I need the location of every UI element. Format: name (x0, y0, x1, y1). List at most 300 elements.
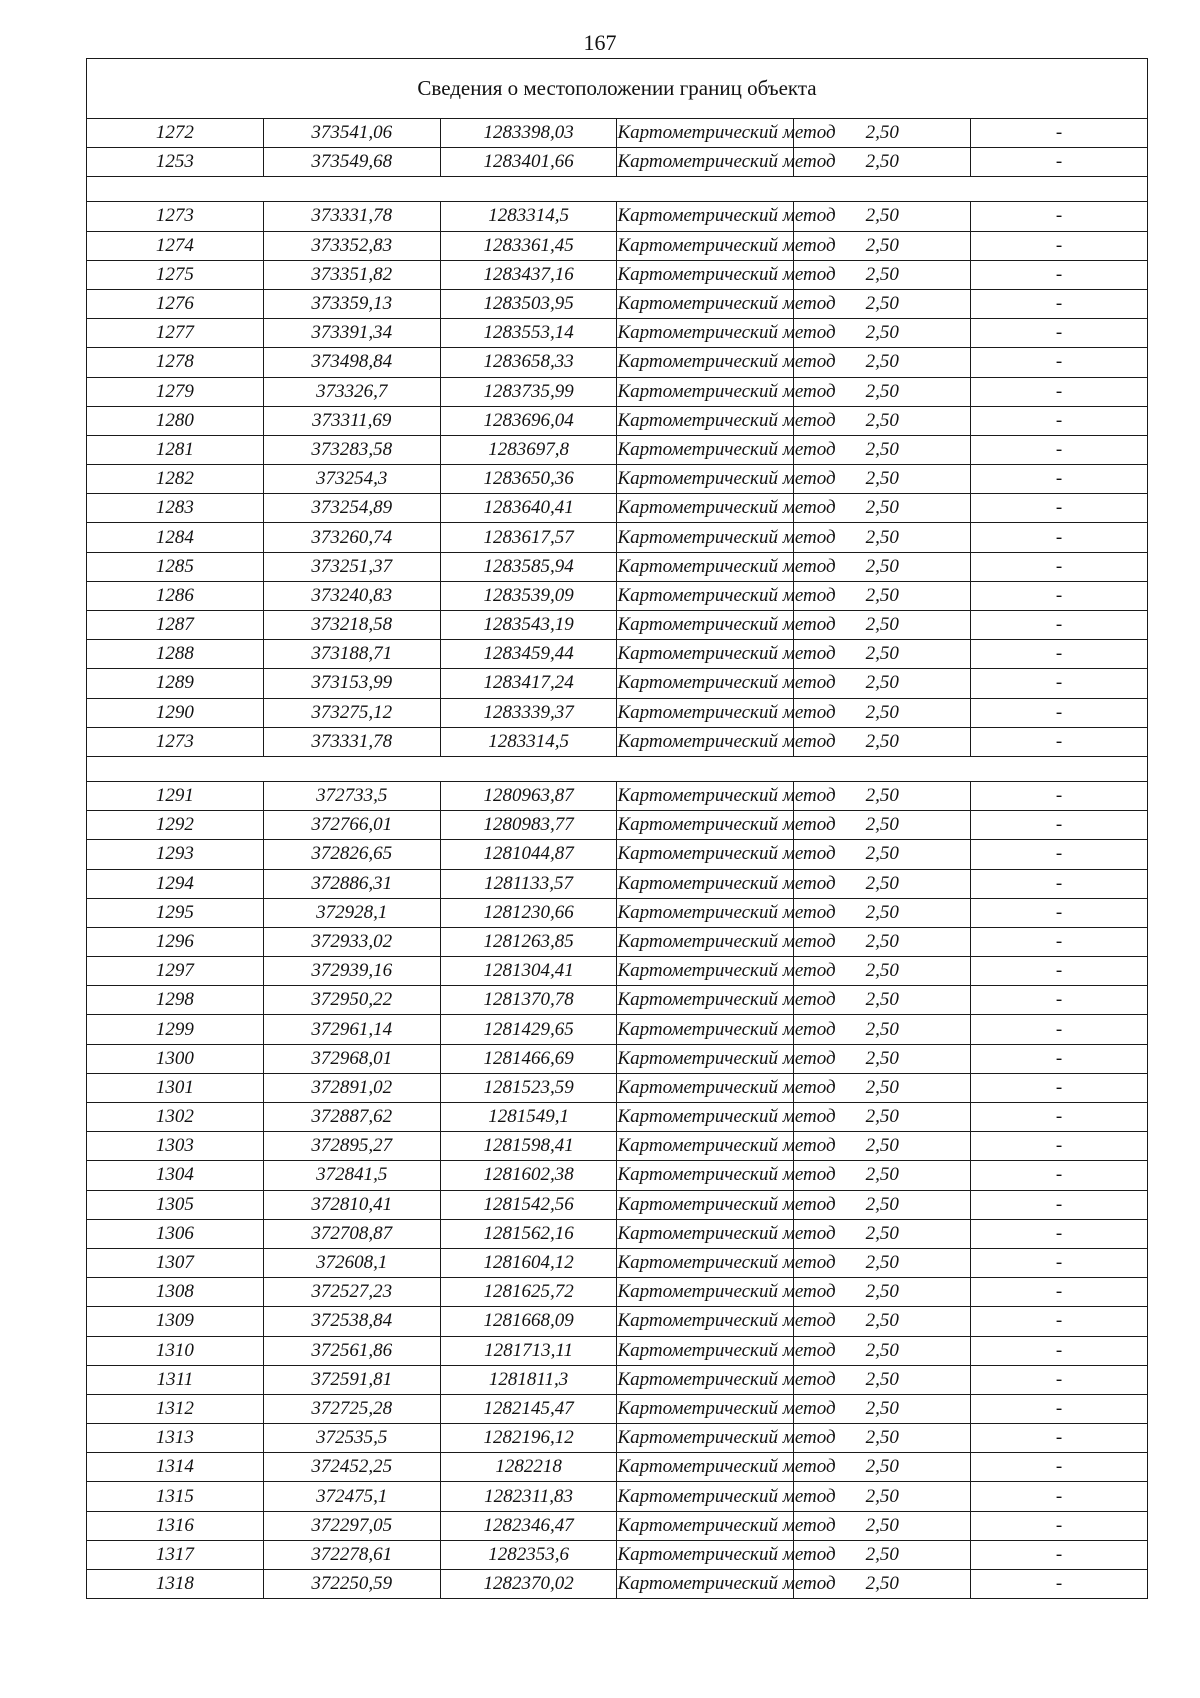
accuracy-cell: 2,50 (794, 1540, 971, 1569)
x-coordinate-cell: 372968,01 (263, 1044, 440, 1073)
table-row (87, 957, 1148, 986)
method-cell: Картометрический метод (617, 289, 794, 318)
table-row (87, 552, 1148, 581)
description-cell: - (971, 1394, 1148, 1423)
method-cell: Картометрический метод (617, 927, 794, 956)
method-cell: Картометрический метод (617, 811, 794, 840)
y-coordinate-cell: 1282145,47 (440, 1394, 617, 1423)
accuracy-cell: 2,50 (794, 289, 971, 318)
accuracy-cell: 2,50 (794, 523, 971, 552)
table-row (87, 377, 1148, 406)
method-cell: Картометрический метод (617, 377, 794, 406)
y-coordinate-cell: 1281523,59 (440, 1073, 617, 1102)
description-cell: - (971, 698, 1148, 727)
description-cell: - (971, 927, 1148, 956)
table-row (87, 581, 1148, 610)
description-cell: - (971, 640, 1148, 669)
description-cell: - (971, 1073, 1148, 1102)
table-row (87, 727, 1148, 756)
point-number-cell: 1274 (87, 231, 264, 260)
y-coordinate-cell: 1283539,09 (440, 581, 617, 610)
method-cell: Картометрический метод (617, 552, 794, 581)
y-coordinate-cell: 1283503,95 (440, 289, 617, 318)
accuracy-cell: 2,50 (794, 869, 971, 898)
method-cell: Картометрический метод (617, 840, 794, 869)
method-cell: Картометрический метод (617, 1482, 794, 1511)
table-row (87, 781, 1148, 810)
accuracy-cell: 2,50 (794, 811, 971, 840)
point-number-cell: 1294 (87, 869, 264, 898)
method-cell: Картометрический метод (617, 1570, 794, 1599)
method-cell: Картометрический метод (617, 781, 794, 810)
point-number-cell: 1275 (87, 260, 264, 289)
point-number-cell: 1272 (87, 119, 264, 148)
table-row (87, 1190, 1148, 1219)
point-number-cell: 1305 (87, 1190, 264, 1219)
y-coordinate-cell: 1283401,66 (440, 148, 617, 177)
y-coordinate-cell: 1283697,8 (440, 435, 617, 464)
x-coordinate-cell: 372527,23 (263, 1278, 440, 1307)
accuracy-cell: 2,50 (794, 640, 971, 669)
y-coordinate-cell: 1280963,87 (440, 781, 617, 810)
x-coordinate-cell: 372950,22 (263, 986, 440, 1015)
point-number-cell: 1298 (87, 986, 264, 1015)
table-row (87, 1073, 1148, 1102)
x-coordinate-cell: 372535,5 (263, 1424, 440, 1453)
y-coordinate-cell: 1281370,78 (440, 986, 617, 1015)
description-cell: - (971, 669, 1148, 698)
method-cell: Картометрический метод (617, 640, 794, 669)
table-row (87, 289, 1148, 318)
method-cell: Картометрический метод (617, 119, 794, 148)
method-cell: Картометрический метод (617, 1424, 794, 1453)
accuracy-cell: 2,50 (794, 435, 971, 464)
method-cell: Картометрический метод (617, 1365, 794, 1394)
table-row (87, 494, 1148, 523)
page-number: 167 (583, 30, 617, 55)
point-number-cell: 1253 (87, 148, 264, 177)
table-row (87, 148, 1148, 177)
method-cell: Картометрический метод (617, 1248, 794, 1277)
point-number-cell: 1279 (87, 377, 264, 406)
method-cell: Картометрический метод (617, 435, 794, 464)
description-cell: - (971, 1161, 1148, 1190)
point-number-cell: 1303 (87, 1132, 264, 1161)
point-number-cell: 1288 (87, 640, 264, 669)
description-cell: - (971, 781, 1148, 810)
point-number-cell: 1283 (87, 494, 264, 523)
description-cell: - (971, 348, 1148, 377)
description-cell: - (971, 319, 1148, 348)
method-cell: Картометрический метод (617, 1540, 794, 1569)
y-coordinate-cell: 1283459,44 (440, 640, 617, 669)
separator-cell (87, 756, 1148, 781)
accuracy-cell: 2,50 (794, 202, 971, 231)
x-coordinate-cell: 373549,68 (263, 148, 440, 177)
table-row (87, 640, 1148, 669)
method-cell: Картометрический метод (617, 319, 794, 348)
description-cell: - (971, 260, 1148, 289)
point-number-cell: 1304 (87, 1161, 264, 1190)
method-cell: Картометрический метод (617, 1278, 794, 1307)
accuracy-cell: 2,50 (794, 669, 971, 698)
table-row (87, 1424, 1148, 1453)
description-cell: - (971, 1248, 1148, 1277)
accuracy-cell: 2,50 (794, 1394, 971, 1423)
description-cell: - (971, 1015, 1148, 1044)
x-coordinate-cell: 372561,86 (263, 1336, 440, 1365)
description-cell: - (971, 435, 1148, 464)
y-coordinate-cell: 1283437,16 (440, 260, 617, 289)
point-number-cell: 1308 (87, 1278, 264, 1307)
accuracy-cell: 2,50 (794, 1103, 971, 1132)
y-coordinate-cell: 1283417,24 (440, 669, 617, 698)
x-coordinate-cell: 373218,58 (263, 611, 440, 640)
description-cell: - (971, 231, 1148, 260)
table-row (87, 231, 1148, 260)
x-coordinate-cell: 373260,74 (263, 523, 440, 552)
y-coordinate-cell: 1281604,12 (440, 1248, 617, 1277)
description-cell: - (971, 119, 1148, 148)
y-coordinate-cell: 1283543,19 (440, 611, 617, 640)
y-coordinate-cell: 1281466,69 (440, 1044, 617, 1073)
x-coordinate-cell: 372733,5 (263, 781, 440, 810)
point-number-cell: 1301 (87, 1073, 264, 1102)
description-cell: - (971, 1570, 1148, 1599)
description-cell: - (971, 1540, 1148, 1569)
y-coordinate-cell: 1281230,66 (440, 898, 617, 927)
accuracy-cell: 2,50 (794, 1219, 971, 1248)
point-number-cell: 1317 (87, 1540, 264, 1569)
description-cell: - (971, 465, 1148, 494)
y-coordinate-cell: 1283658,33 (440, 348, 617, 377)
contour-separator-row (87, 177, 1148, 202)
x-coordinate-cell: 373188,71 (263, 640, 440, 669)
description-cell: - (971, 1103, 1148, 1132)
x-coordinate-cell: 372591,81 (263, 1365, 440, 1394)
accuracy-cell: 2,50 (794, 1511, 971, 1540)
table-body (87, 59, 1148, 1599)
point-number-cell: 1285 (87, 552, 264, 581)
y-coordinate-cell: 1282353,6 (440, 1540, 617, 1569)
accuracy-cell: 2,50 (794, 1190, 971, 1219)
y-coordinate-cell: 1282218 (440, 1453, 617, 1482)
description-cell: - (971, 1307, 1148, 1336)
description-cell: - (971, 581, 1148, 610)
description-cell: - (971, 523, 1148, 552)
description-cell: - (971, 986, 1148, 1015)
table-row (87, 840, 1148, 869)
method-cell: Картометрический метод (617, 581, 794, 610)
table-row (87, 669, 1148, 698)
method-cell: Картометрический метод (617, 1161, 794, 1190)
accuracy-cell: 2,50 (794, 1161, 971, 1190)
point-number-cell: 1273 (87, 727, 264, 756)
table-row (87, 1365, 1148, 1394)
method-cell: Картометрический метод (617, 406, 794, 435)
method-cell: Картометрический метод (617, 957, 794, 986)
accuracy-cell: 2,50 (794, 319, 971, 348)
description-cell: - (971, 898, 1148, 927)
table-row (87, 1307, 1148, 1336)
method-cell: Картометрический метод (617, 494, 794, 523)
method-cell: Картометрический метод (617, 260, 794, 289)
point-number-cell: 1312 (87, 1394, 264, 1423)
accuracy-cell: 2,50 (794, 611, 971, 640)
x-coordinate-cell: 373311,69 (263, 406, 440, 435)
point-number-cell: 1313 (87, 1424, 264, 1453)
description-cell: - (971, 1424, 1148, 1453)
point-number-cell: 1278 (87, 348, 264, 377)
y-coordinate-cell: 1283617,57 (440, 523, 617, 552)
method-cell: Картометрический метод (617, 1132, 794, 1161)
y-coordinate-cell: 1283735,99 (440, 377, 617, 406)
description-cell: - (971, 1511, 1148, 1540)
description-cell: - (971, 289, 1148, 318)
accuracy-cell: 2,50 (794, 119, 971, 148)
x-coordinate-cell: 373359,13 (263, 289, 440, 318)
method-cell: Картометрический метод (617, 986, 794, 1015)
accuracy-cell: 2,50 (794, 781, 971, 810)
table-row (87, 1161, 1148, 1190)
accuracy-cell: 2,50 (794, 465, 971, 494)
x-coordinate-cell: 372928,1 (263, 898, 440, 927)
y-coordinate-cell: 1281044,87 (440, 840, 617, 869)
y-coordinate-cell: 1281713,11 (440, 1336, 617, 1365)
y-coordinate-cell: 1283585,94 (440, 552, 617, 581)
table-row (87, 1219, 1148, 1248)
x-coordinate-cell: 373254,89 (263, 494, 440, 523)
method-cell: Картометрический метод (617, 869, 794, 898)
y-coordinate-cell: 1281304,41 (440, 957, 617, 986)
table-row (87, 1570, 1148, 1599)
x-coordinate-cell: 372608,1 (263, 1248, 440, 1277)
accuracy-cell: 2,50 (794, 1336, 971, 1365)
point-number-cell: 1291 (87, 781, 264, 810)
y-coordinate-cell: 1281263,85 (440, 927, 617, 956)
table-row (87, 1336, 1148, 1365)
method-cell: Картометрический метод (617, 148, 794, 177)
table-row (87, 986, 1148, 1015)
table-row (87, 1103, 1148, 1132)
description-cell: - (971, 811, 1148, 840)
description-cell: - (971, 406, 1148, 435)
table-row (87, 435, 1148, 464)
table-row (87, 119, 1148, 148)
accuracy-cell: 2,50 (794, 698, 971, 727)
method-cell: Картометрический метод (617, 1219, 794, 1248)
description-cell: - (971, 840, 1148, 869)
description-cell: - (971, 377, 1148, 406)
x-coordinate-cell: 373391,34 (263, 319, 440, 348)
method-cell: Картометрический метод (617, 611, 794, 640)
y-coordinate-cell: 1281542,56 (440, 1190, 617, 1219)
x-coordinate-cell: 372250,59 (263, 1570, 440, 1599)
x-coordinate-cell: 372887,62 (263, 1103, 440, 1132)
x-coordinate-cell: 373254,3 (263, 465, 440, 494)
table-row (87, 1015, 1148, 1044)
method-cell: Картометрический метод (617, 1190, 794, 1219)
accuracy-cell: 2,50 (794, 148, 971, 177)
accuracy-cell: 2,50 (794, 1570, 971, 1599)
accuracy-cell: 2,50 (794, 406, 971, 435)
y-coordinate-cell: 1283398,03 (440, 119, 617, 148)
description-cell: - (971, 552, 1148, 581)
y-coordinate-cell: 1281133,57 (440, 869, 617, 898)
accuracy-cell: 2,50 (794, 348, 971, 377)
y-coordinate-cell: 1281598,41 (440, 1132, 617, 1161)
accuracy-cell: 2,50 (794, 1482, 971, 1511)
accuracy-cell: 2,50 (794, 927, 971, 956)
table-row (87, 348, 1148, 377)
method-cell: Картометрический метод (617, 898, 794, 927)
point-number-cell: 1284 (87, 523, 264, 552)
table-row (87, 406, 1148, 435)
method-cell: Картометрический метод (617, 348, 794, 377)
boundary-coordinates-table (86, 58, 1148, 1599)
table-row (87, 869, 1148, 898)
table-row (87, 1511, 1148, 1540)
accuracy-cell: 2,50 (794, 552, 971, 581)
point-number-cell: 1310 (87, 1336, 264, 1365)
point-number-cell: 1306 (87, 1219, 264, 1248)
point-number-cell: 1297 (87, 957, 264, 986)
x-coordinate-cell: 372961,14 (263, 1015, 440, 1044)
table-row (87, 523, 1148, 552)
table-row (87, 319, 1148, 348)
accuracy-cell: 2,50 (794, 1073, 971, 1102)
point-number-cell: 1290 (87, 698, 264, 727)
y-coordinate-cell: 1281562,16 (440, 1219, 617, 1248)
description-cell: - (971, 1365, 1148, 1394)
x-coordinate-cell: 373240,83 (263, 581, 440, 610)
method-cell: Картометрический метод (617, 202, 794, 231)
x-coordinate-cell: 373352,83 (263, 231, 440, 260)
description-cell: - (971, 1278, 1148, 1307)
table-row (87, 1394, 1148, 1423)
y-coordinate-cell: 1281625,72 (440, 1278, 617, 1307)
accuracy-cell: 2,50 (794, 986, 971, 1015)
y-coordinate-cell: 1283650,36 (440, 465, 617, 494)
point-number-cell: 1316 (87, 1511, 264, 1540)
point-number-cell: 1292 (87, 811, 264, 840)
accuracy-cell: 2,50 (794, 1453, 971, 1482)
x-coordinate-cell: 372725,28 (263, 1394, 440, 1423)
table-row (87, 465, 1148, 494)
x-coordinate-cell: 372933,02 (263, 927, 440, 956)
table-row (87, 1248, 1148, 1277)
accuracy-cell: 2,50 (794, 727, 971, 756)
point-number-cell: 1293 (87, 840, 264, 869)
method-cell: Картометрический метод (617, 669, 794, 698)
method-cell: Картометрический метод (617, 1103, 794, 1132)
x-coordinate-cell: 372708,87 (263, 1219, 440, 1248)
x-coordinate-cell: 372939,16 (263, 957, 440, 986)
y-coordinate-cell: 1283553,14 (440, 319, 617, 348)
accuracy-cell: 2,50 (794, 957, 971, 986)
table-row (87, 1132, 1148, 1161)
point-number-cell: 1273 (87, 202, 264, 231)
x-coordinate-cell: 372538,84 (263, 1307, 440, 1336)
x-coordinate-cell: 372886,31 (263, 869, 440, 898)
table-row (87, 1482, 1148, 1511)
x-coordinate-cell: 372278,61 (263, 1540, 440, 1569)
x-coordinate-cell: 373541,06 (263, 119, 440, 148)
separator-cell (87, 177, 1148, 202)
point-number-cell: 1314 (87, 1453, 264, 1482)
point-number-cell: 1318 (87, 1570, 264, 1599)
table-row (87, 898, 1148, 927)
x-coordinate-cell: 372891,02 (263, 1073, 440, 1102)
accuracy-cell: 2,50 (794, 1307, 971, 1336)
accuracy-cell: 2,50 (794, 1424, 971, 1453)
x-coordinate-cell: 373498,84 (263, 348, 440, 377)
y-coordinate-cell: 1280983,77 (440, 811, 617, 840)
point-number-cell: 1302 (87, 1103, 264, 1132)
description-cell: - (971, 1132, 1148, 1161)
point-number-cell: 1276 (87, 289, 264, 318)
accuracy-cell: 2,50 (794, 1278, 971, 1307)
table-title-row (87, 59, 1148, 119)
description-cell: - (971, 1336, 1148, 1365)
accuracy-cell: 2,50 (794, 1015, 971, 1044)
x-coordinate-cell: 373283,58 (263, 435, 440, 464)
accuracy-cell: 2,50 (794, 377, 971, 406)
accuracy-cell: 2,50 (794, 260, 971, 289)
x-coordinate-cell: 372452,25 (263, 1453, 440, 1482)
point-number-cell: 1282 (87, 465, 264, 494)
method-cell: Картометрический метод (617, 1073, 794, 1102)
point-number-cell: 1280 (87, 406, 264, 435)
y-coordinate-cell: 1283640,41 (440, 494, 617, 523)
point-number-cell: 1300 (87, 1044, 264, 1073)
accuracy-cell: 2,50 (794, 1132, 971, 1161)
point-number-cell: 1299 (87, 1015, 264, 1044)
table-row (87, 811, 1148, 840)
y-coordinate-cell: 1281602,38 (440, 1161, 617, 1190)
y-coordinate-cell: 1281668,09 (440, 1307, 617, 1336)
accuracy-cell: 2,50 (794, 1044, 971, 1073)
y-coordinate-cell: 1282370,02 (440, 1570, 617, 1599)
method-cell: Картометрический метод (617, 1044, 794, 1073)
method-cell: Картометрический метод (617, 1511, 794, 1540)
y-coordinate-cell: 1283314,5 (440, 727, 617, 756)
description-cell: - (971, 1453, 1148, 1482)
x-coordinate-cell: 373153,99 (263, 669, 440, 698)
contour-separator-row (87, 756, 1148, 781)
method-cell: Картометрический метод (617, 1453, 794, 1482)
point-number-cell: 1315 (87, 1482, 264, 1511)
description-cell: - (971, 869, 1148, 898)
method-cell: Картометрический метод (617, 1307, 794, 1336)
table-row (87, 1540, 1148, 1569)
y-coordinate-cell: 1282346,47 (440, 1511, 617, 1540)
table-row (87, 927, 1148, 956)
x-coordinate-cell: 372895,27 (263, 1132, 440, 1161)
accuracy-cell: 2,50 (794, 581, 971, 610)
table-row (87, 260, 1148, 289)
method-cell: Картометрический метод (617, 231, 794, 260)
description-cell: - (971, 1482, 1148, 1511)
method-cell: Картометрический метод (617, 727, 794, 756)
description-cell: - (971, 1190, 1148, 1219)
table-row (87, 1453, 1148, 1482)
x-coordinate-cell: 373326,7 (263, 377, 440, 406)
accuracy-cell: 2,50 (794, 1248, 971, 1277)
x-coordinate-cell: 373251,37 (263, 552, 440, 581)
method-cell: Картометрический метод (617, 1394, 794, 1423)
y-coordinate-cell: 1283696,04 (440, 406, 617, 435)
